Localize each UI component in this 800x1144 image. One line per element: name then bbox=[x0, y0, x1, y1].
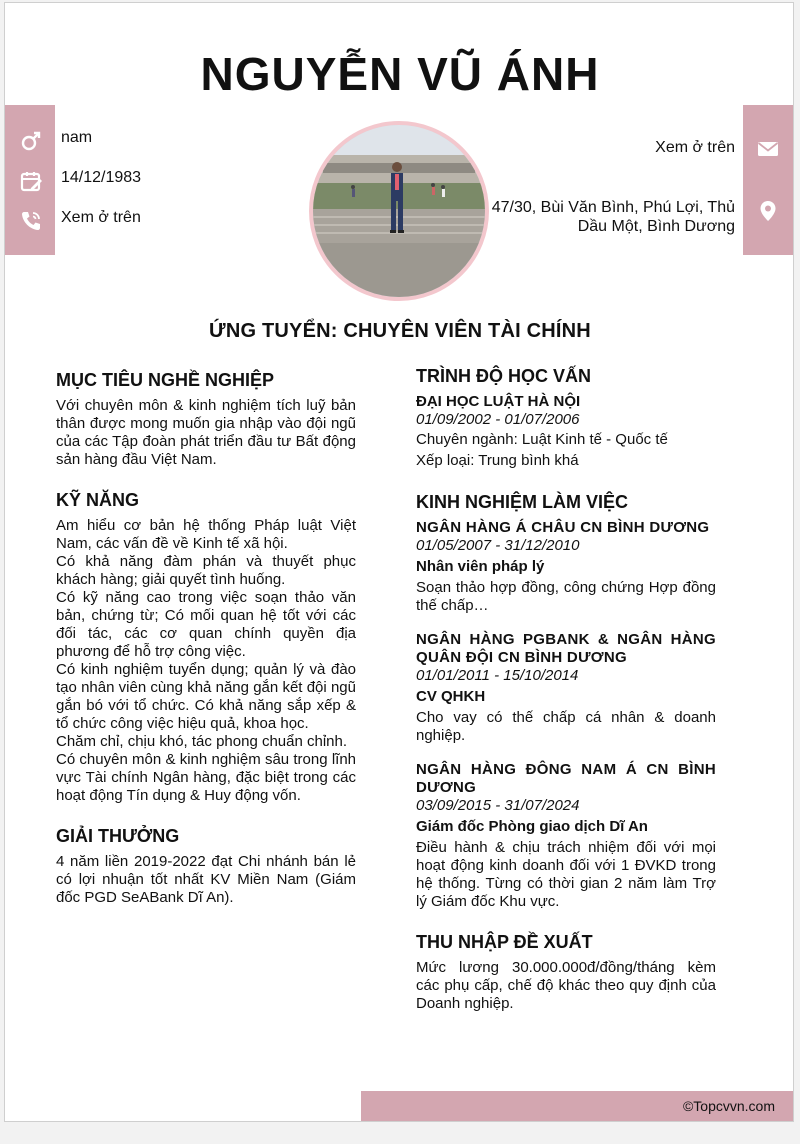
contact-birthday: 14/12/1983 bbox=[61, 169, 142, 186]
email-icon bbox=[756, 137, 780, 161]
education-date: 01/09/2002 - 01/07/2006 bbox=[416, 411, 580, 428]
education-title: TRÌNH ĐỘ HỌC VẤN bbox=[416, 366, 591, 386]
job-company: NGÂN HÀNG ĐÔNG NAM Á CN BÌNH DƯƠNG bbox=[416, 761, 716, 796]
phone-icon bbox=[19, 209, 43, 233]
awards-title: GIẢI THƯỞNG bbox=[56, 826, 180, 846]
right-contact-bar bbox=[743, 105, 793, 255]
gender-icon bbox=[19, 129, 43, 153]
job-description: Cho vay có thế chấp cá nhân & doanh nghiệp. bbox=[416, 709, 716, 744]
profile-photo bbox=[309, 121, 489, 301]
contact-email: Xem ở trên bbox=[655, 139, 735, 156]
salary-section bbox=[416, 931, 716, 1013]
calendar-icon bbox=[19, 169, 43, 193]
job-date: 01/01/2011 - 15/10/2014 bbox=[416, 667, 579, 684]
cv-page bbox=[4, 2, 794, 1122]
skills-title: KỸ NĂNG bbox=[56, 490, 140, 510]
skill-item: Am hiểu cơ bản hệ thống Pháp luật Việt Nam, các vấn đề về Kinh tế xã hội. bbox=[56, 517, 356, 552]
contact-address: 47/30, Bùi Văn Bình, Phú Lợi, Thủ Dầu Một, Bình Dương bbox=[491, 199, 735, 235]
contact-phone: Xem ở trên bbox=[61, 209, 141, 226]
job-description: Điều hành & chịu trách nhiệm đối với mọi hoạt động kinh doanh đối với 1 ĐVKD trong hệ thống. Từng có thời gian 2 năm làm Trợ lý Giám đốc Khu vực. bbox=[416, 839, 716, 910]
job-entry bbox=[416, 519, 716, 615]
skill-item: Có kinh nghiệm tuyển dụng; quản lý và đào tạo nhân viên cùng khả năng gắn kết đội ngũ gắn bó với tổ chức. Có khả năng sắp xếp & tổ chức công việc hiệu quả, khoa học. bbox=[56, 661, 356, 732]
left-column bbox=[56, 369, 356, 927]
job-company: NGÂN HÀNG PGBANK & NGÂN HÀNG QUÂN ĐỘI CN BÌNH DƯƠNG bbox=[416, 631, 716, 666]
salary-title: THU NHẬP ĐỀ XUẤT bbox=[416, 932, 593, 952]
salary-text: Mức lương 30.000.000đ/đồng/tháng kèm các phụ cấp, chế độ khác theo quy định của Doanh nghiệp. bbox=[416, 959, 716, 1012]
awards-text: 4 năm liền 2019-2022 đạt Chi nhánh bán lẻ có lợi nhuận tốt nhất KV Miền Nam (Giám đốc PGD SeABank Dĩ An). bbox=[56, 853, 356, 906]
skill-item: Có khả năng đàm phán và thuyết phục khách hàng; giải quyết tình huống. bbox=[56, 553, 356, 588]
objective-text: Với chuyên môn & kinh nghiệm tích luỹ bản thân được mong muốn gia nhập vào đội ngũ của các Tập đoàn phát triển đầu tư Bất động sản hàng đầu Việt Nam. bbox=[56, 397, 356, 468]
applied-position: ỨNG TUYỂN: CHUYÊN VIÊN TÀI CHÍNH bbox=[209, 320, 591, 342]
job-role: Giám đốc Phòng giao dịch Dĩ An bbox=[416, 818, 648, 835]
job-role: Nhân viên pháp lý bbox=[416, 558, 545, 575]
right-column bbox=[416, 365, 716, 1033]
awards-section bbox=[56, 825, 356, 907]
location-pin-icon bbox=[756, 199, 780, 223]
left-contact-bar bbox=[5, 105, 55, 255]
skill-item: Có chuyên môn & kinh nghiệm sâu trong lĩnh vực Tài chính Ngân hàng, đặc biệt trong các hoạt động Tín dụng & Huy động vốn. bbox=[56, 751, 356, 804]
education-school: ĐẠI HỌC LUẬT HÀ NỘI bbox=[416, 393, 581, 410]
footer-bar bbox=[361, 1091, 794, 1121]
experience-section bbox=[416, 491, 716, 911]
education-section bbox=[416, 365, 716, 471]
experience-title: KINH NGHIỆM LÀM VIỆC bbox=[416, 492, 629, 512]
job-date: 03/09/2015 - 31/07/2024 bbox=[416, 797, 580, 814]
job-date: 01/05/2007 - 31/12/2010 bbox=[416, 537, 580, 554]
contact-gender: nam bbox=[61, 129, 93, 146]
footer-copyright: ©Topcvvn.com bbox=[682, 1098, 775, 1114]
skill-item: Chăm chỉ, chịu khó, tác phong chuẩn chỉnh. bbox=[56, 733, 348, 750]
job-role: CV QHKH bbox=[416, 688, 486, 705]
education-grade: Xếp loại: Trung bình khá bbox=[416, 452, 579, 469]
skills-section bbox=[56, 489, 356, 805]
job-entry bbox=[416, 761, 716, 911]
objective-title: MỤC TIÊU NGHỀ NGHIỆP bbox=[56, 370, 275, 390]
candidate-name: NGUYỄN VŨ ÁNH bbox=[200, 48, 600, 100]
job-description: Soạn thảo hợp đồng, công chứng Hợp đồng thế chấp… bbox=[416, 579, 716, 614]
job-company: NGÂN HÀNG Á CHÂU CN BÌNH DƯƠNG bbox=[416, 519, 710, 536]
objective-section bbox=[56, 369, 356, 469]
skill-item: Có kỹ năng cao trong việc soạn thảo văn bản, chứng từ; Có mối quan hệ tốt với các đối tác, các cơ quan chính quyền địa phương để hỗ trợ công việc. bbox=[56, 589, 356, 660]
job-entry bbox=[416, 631, 716, 745]
education-major: Chuyên ngành: Luật Kinh tế - Quốc tế bbox=[416, 431, 668, 448]
